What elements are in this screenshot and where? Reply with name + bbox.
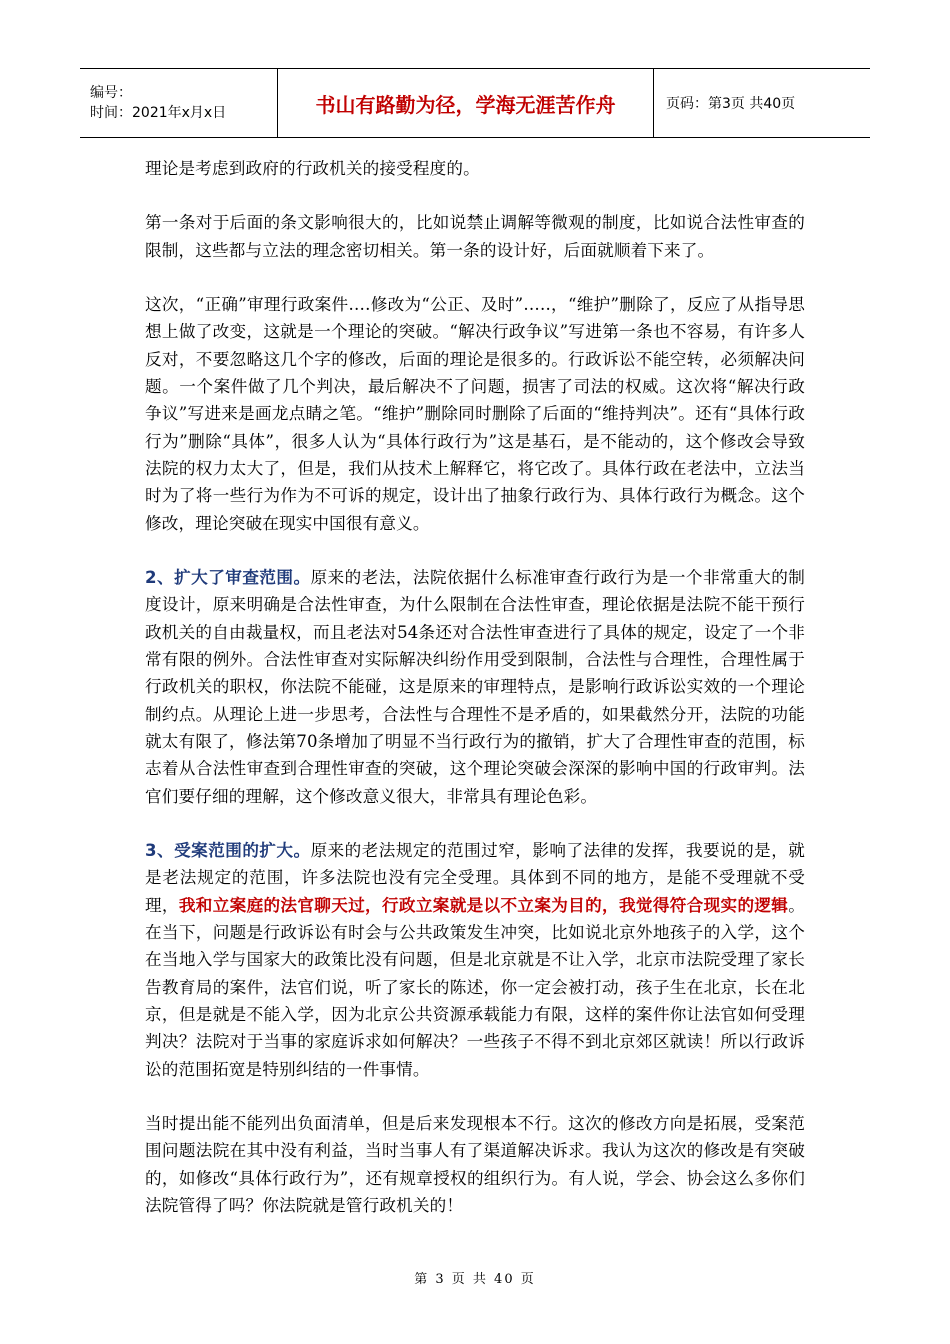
page-footer bbox=[0, 1268, 950, 1287]
footer-page-number: 第 3 页 共 40 页 bbox=[414, 1272, 536, 1287]
paragraph-5-text-a: 原来的老法规定的范围过窄，影响了法律的发挥，我要说的是，就是老法规定的范围，许多法院也没有完全受理。具体到不同的地方，是能不受理就不受理， bbox=[145, 841, 805, 915]
section-heading-2: 2、扩大了审查范围。 bbox=[145, 568, 311, 588]
document-body bbox=[145, 155, 805, 1247]
paragraph-4 bbox=[145, 564, 805, 810]
motto-text: 书山有路勤为径，学海无涯苦作舟 bbox=[315, 92, 616, 117]
paragraph-6: 当时提出能不能列出负面清单，但是后来发现根本不行。这次的修改方向是拓展，受案范围问题法院在其中没有利益，当时当事人有了渠道解决诉求。我认为这次的修改是有突破的，如修改“具体行政行为”，还有规章授权的组织行为。有人说，学会、协会这么多你们法院管得了吗？你法院就是管行政机关的！ bbox=[145, 1114, 805, 1215]
header-motto bbox=[278, 69, 654, 137]
paragraph-5 bbox=[145, 837, 805, 1083]
paragraph-5-text-b: 。在当下，问题是行政诉讼有时会与公共政策发生冲突，比如说北京外地孩子的入学，这个在当地入学与国家大的政策比没有问题，但是北京就是不让入学，北京市法院受理了家长告教育局的案件，法官们说，听了家长的陈述，你一定会被打动，孩子生在北京，长在北京，但是就是不能入学，因为北京公共资源承载能力有限，这样的案件你让法官如何受理判决？法院对于当事的家庭诉求如何解决？一些孩子不得不到北京郊区就读！所以行政诉讼的范围拓宽是特别纠结的一件事情。 bbox=[145, 895, 805, 1079]
doc-date: 时间：2021年x月x日 bbox=[90, 105, 227, 121]
header-page-info bbox=[654, 69, 870, 137]
header-meta bbox=[80, 69, 278, 137]
paragraph-5-highlight: 我和立案庭的法官聊天过，行政立案就是以不立案为目的，我觉得符合现实的逻辑 bbox=[178, 894, 789, 915]
page-info-text: 页码：第3页 共40页 bbox=[666, 96, 796, 112]
section-heading-3: 3、受案范围的扩大。 bbox=[145, 841, 311, 861]
header-table bbox=[80, 68, 870, 138]
paragraph-3: 这次，“正确”审理行政案件….修改为“公正、及时”…..，“维护”删除了，反应了从指导思想上做了改变，这就是一个理论的突破。“解决行政争议”写进第一条也不容易，有许多人反对，不要忽略这几个字的修改，后面的理论是很多的。行政诉讼不能空转，必须解决问题。一个案件做了几个判决，最后解决不了问题，损害了司法的权威。这次将“解决行政争议”写进来是画龙点睛之笔。“维护”删除同时删除了后面的“维持判决”。还有“具体行政行为”删除“具体”，很多人认为“具体行政行为”这是基石，是不能动的，这个修改会导致法院的权力太大了，但是，我们从技术上解释它，将它改了。具体行政在老法中，立法当时为了将一些行为作为不可诉的规定，设计出了抽象行政行为、具体行政行为概念。这个修改，理论突破在现实中国很有意义。 bbox=[145, 295, 805, 533]
paragraph-1: 理论是考虑到政府的行政机关的接受程度的。 bbox=[145, 159, 480, 178]
doc-number: 编号： bbox=[90, 85, 132, 101]
paragraph-2: 第一条对于后面的条文影响很大的，比如说禁止调解等微观的制度，比如说合法性审查的限制，这些都与立法的理念密切相关。第一条的设计好，后面就顺着下来了。 bbox=[145, 213, 805, 260]
paragraph-4-text: 原来的老法，法院依据什么标准审查行政行为是一个非常重大的制度设计，原来明确是合法性审查，为什么限制在合法性审查，理论依据是法院不能干预行政机关的自由裁量权，而且老法对54条还对合法性审查进行了具体的规定，设定了一个非常有限的例外。合法性审查对实际解决纠纷作用受到限制，合法性与合理性，合理性属于行政机关的职权，你法院不能碰，这是原来的审理特点，是影响行政诉讼实效的一个理论制约点。从理论上进一步思考，合法性与合理性不是矛盾的，如果截然分开，法院的功能就太有限了，修法第70条增加了明显不当行政行为的撤销，扩大了合理性审查的范围，标志着从合法性审查到合理性审查的突破，这个理论突破会深深的影响中国的行政审判。法官们要仔细的理解，这个修改意义很大，非常具有理论色彩。 bbox=[145, 568, 805, 806]
